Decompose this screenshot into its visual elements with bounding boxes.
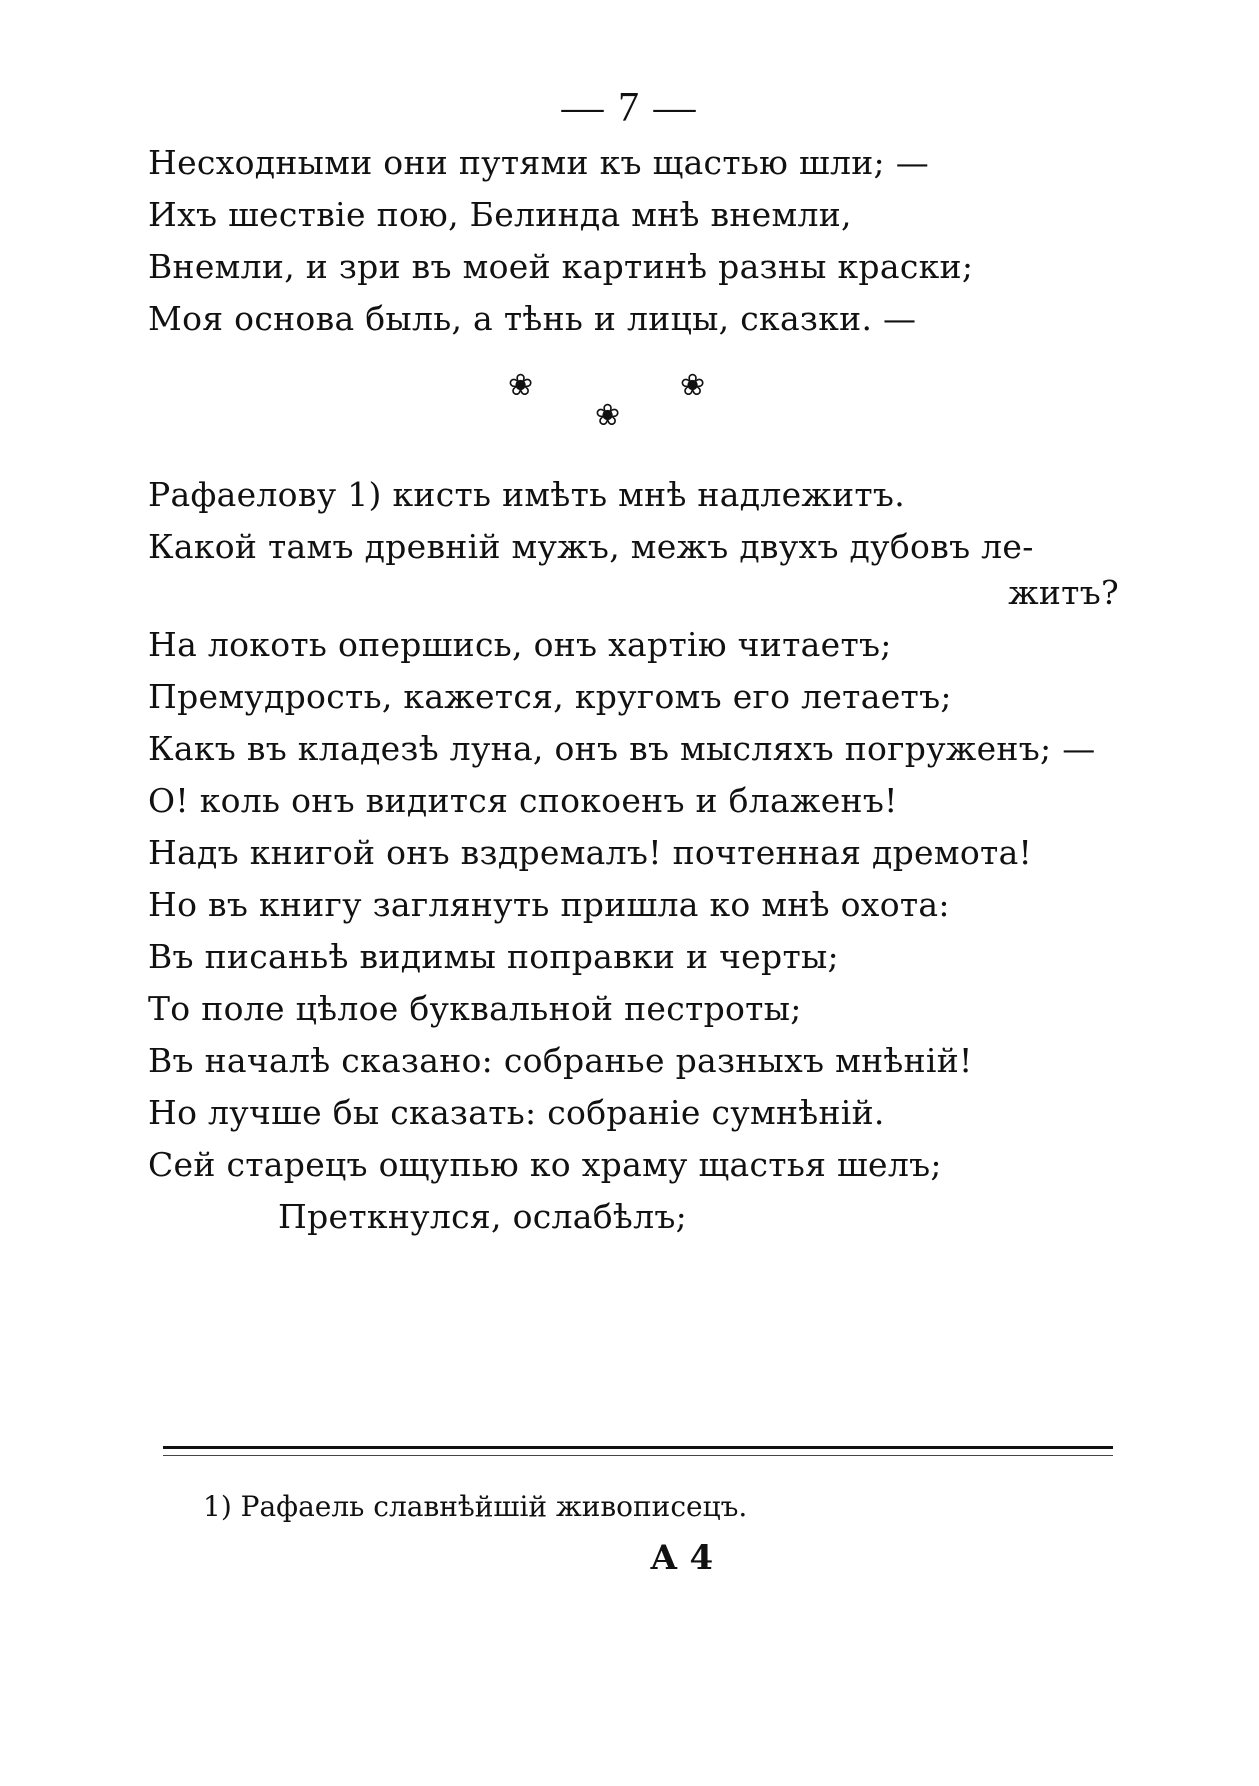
verse-line: Какъ въ кладезѣ луна, онъ въ мысляхъ погруженъ; — [148, 729, 1096, 768]
ornament-icon: ❀ [680, 368, 706, 403]
ornament-icon: ❀ [508, 368, 534, 403]
verse-line: Рафаелову 1) кисть имѣть мнѣ надлежитъ. [148, 475, 906, 514]
verse-line: Но лучше бы сказать: собраніе сумнѣній. [148, 1093, 885, 1132]
verse-line: Но въ книгу заглянуть пришла ко мнѣ охота: [148, 885, 950, 924]
verse-line: Въ писаньѣ видимы поправки и черты; [148, 937, 839, 976]
verse-line: Въ началѣ сказано: собранье разныхъ мнѣній! [148, 1041, 973, 1080]
ornament-icon: ❀ [595, 398, 621, 433]
verse-line: Надъ книгой онъ вздремалъ! почтенная дремота! [148, 833, 1033, 872]
verse-line: На локоть опершись, онъ хартію читаетъ; [148, 625, 892, 664]
verse-line: Моя основа быль, а тѣнь и лицы, сказки. — [148, 299, 917, 338]
verse-line: О! коль онъ видится спокоенъ и блаженъ! [148, 781, 898, 820]
verse-line: То поле цѣлое буквальной пестроты; [148, 989, 802, 1028]
page-number: — 7 — [561, 85, 698, 131]
verse-line-runover: житъ? [1008, 573, 1119, 612]
verse-line: Ихъ шествіе пою, Белинда мнѣ внемли, [148, 195, 852, 234]
verse-line: Какой тамъ древній мужъ, межъ двухъ дубовъ ле- [148, 527, 1034, 566]
footnote: 1) Рафаель славнѣйшій живописецъ. [203, 1490, 748, 1523]
footnote-rule [163, 1446, 1113, 1456]
verse-line: Внемли, и зри въ моей картинѣ разны краски; [148, 247, 974, 286]
verse-line: Премудрость, кажется, кругомъ его летаетъ; [148, 677, 952, 716]
printer-signature: А 4 [650, 1538, 714, 1578]
verse-line: Несходными они путями къ щастью шли; — [148, 143, 930, 182]
verse-line: Преткнулся, ослабѣлъ; [278, 1197, 688, 1236]
verse-line: Сей старецъ ощупью ко храму щастья шелъ; [148, 1145, 942, 1184]
